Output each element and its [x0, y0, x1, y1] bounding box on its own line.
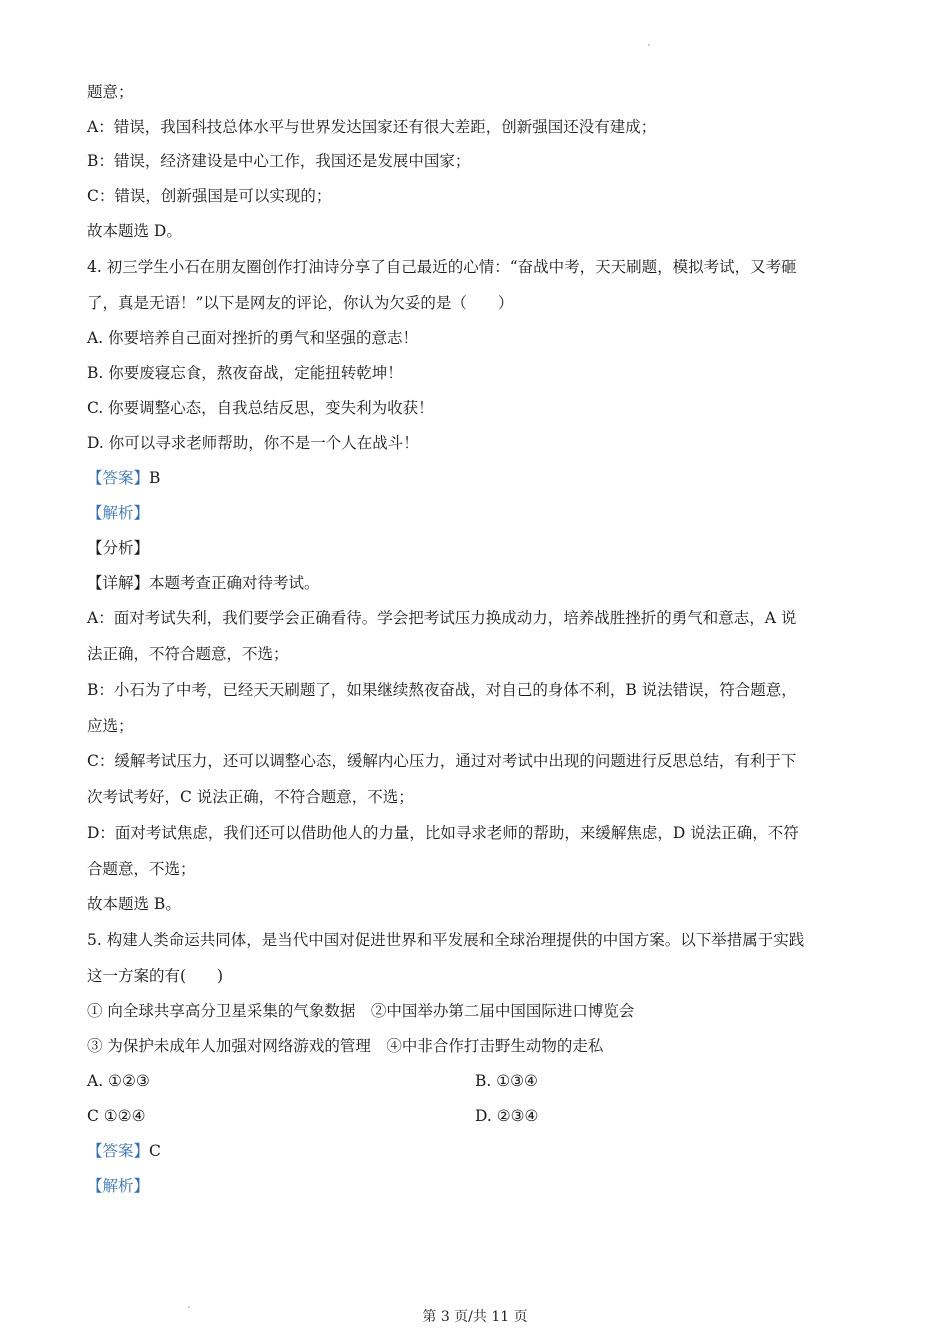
question-4-stem: 了，真是无语！”以下是网友的评论，你认为欠妥的是（ ） — [87, 294, 514, 312]
analysis-tag: 【解析】 — [87, 504, 150, 522]
question-5-items: ③ 为保护未成年人加强对网络游戏的管理 ④中非合作打击野生动物的走私 — [87, 1037, 604, 1055]
analysis-tag: 【解析】 — [87, 1177, 150, 1195]
text-line: C：错误，创新强国是可以实现的； — [87, 187, 332, 205]
explain-line: 合题意，不选； — [87, 860, 196, 878]
question-5-analysis — [87, 1175, 860, 1197]
question-4-option-d: D. 你可以寻求老师帮助，你不是一个人在战斗！ — [87, 434, 419, 452]
text-line: A：错误，我国科技总体水平与世界发达国家还有很大差距，创新强国还没有建成； — [87, 118, 657, 136]
answer-value: C — [149, 1142, 161, 1160]
question-5-option-c: C ①②④ — [87, 1107, 146, 1125]
explain-line: D：面对考试焦虑，我们还可以借助他人的力量，比如寻求老师的帮助，来缓解焦虑，D 说法正确，不符 — [87, 824, 799, 842]
question-4-option-c: C. 你要调整心态，自我总结反思，变失利为收获！ — [87, 399, 434, 417]
question-4-option-b: B. 你要废寝忘食，熬夜奋战，定能扭转乾坤！ — [87, 364, 403, 382]
explain-line: C：缓解考试压力，还可以调整心态，缓解内心压力，通过对考试中出现的问题进行反思总结，有利于下 — [87, 752, 797, 770]
question-5-items: ① 向全球共享高分卫星采集的气象数据 ②中国举办第二届中国国际进口博览会 — [87, 1002, 635, 1020]
question-5-options-row — [87, 1105, 860, 1127]
text-line: 题意； — [87, 83, 134, 101]
question-5-stem: 这一方案的有( ) — [87, 967, 224, 985]
question-4-analysis — [87, 502, 860, 524]
explain-line: 故本题选 B。 — [87, 895, 181, 913]
text-line: 故本题选 D。 — [87, 222, 182, 240]
question-5-option-d: D. ②③④ — [475, 1107, 539, 1125]
explain-line: 法正确，不符合题意，不选； — [87, 645, 289, 663]
answer-tag: 【答案】 — [87, 469, 150, 487]
scan-speck — [648, 44, 650, 46]
question-5-stem: 5. 构建人类命运共同体，是当代中国对促进世界和平发展和全球治理提供的中国方案。以下举措属于实践 — [87, 931, 805, 949]
question-5-option-a: A. ①②③ — [87, 1072, 150, 1090]
page-footer: 第 3 页/共 11 页 — [422, 1309, 528, 1325]
text-line: B：错误，经济建设是中心工作，我国还是发展中国家； — [87, 152, 471, 170]
answer-tag: 【答案】 — [87, 1142, 150, 1160]
question-5-answer — [87, 1140, 860, 1162]
question-5-option-b: B. ①③④ — [475, 1072, 538, 1090]
explain-line: 次考试考好，C 说法正确，不符合题意，不选； — [87, 788, 414, 806]
question-4-detail — [87, 572, 860, 594]
question-4-option-a: A. 你要培养自己面对挫折的勇气和坚强的意志！ — [87, 329, 419, 347]
question-4-answer — [87, 467, 860, 489]
explain-line: A：面对考试失利，我们要学会正确看待。学会把考试压力换成动力，培养战胜挫折的勇气和意志，A 说 — [87, 609, 797, 627]
detail-intro: 本题考查正确对待考试。 — [149, 574, 320, 592]
explain-line: 应选； — [87, 717, 134, 735]
explain-line: B：小石为了中考，已经天天刷题了，如果继续熬夜奋战，对自己的身体不利，B 说法错误，符合题意， — [87, 681, 797, 699]
fenxi-tag: 【分析】 — [87, 539, 150, 557]
answer-value: B — [149, 469, 161, 487]
question-5-options-row — [87, 1070, 860, 1092]
question-4-stem: 4. 初三学生小石在朋友圈创作打油诗分享了自己最近的心情：“奋战中考，天天刷题，模拟考试，又考砸 — [87, 258, 797, 276]
detail-tag: 【详解】 — [87, 574, 150, 592]
